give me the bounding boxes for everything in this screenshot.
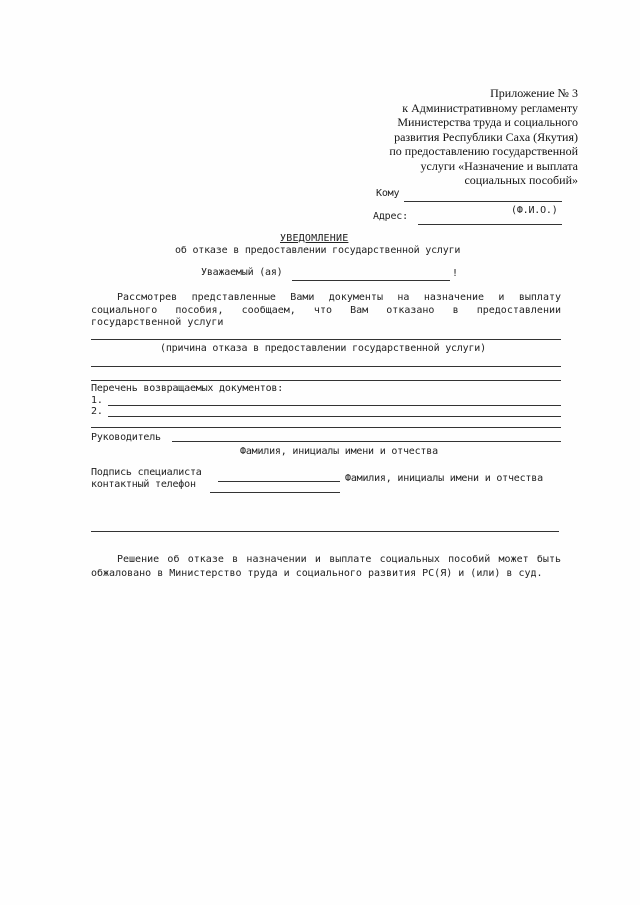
refusal-paragraph: Рассмотрев представленные Вами документы на назначение и выплату социального пособия, сообщаем, что Вам отказано в предоставлении государственной услуги	[91, 292, 561, 328]
notice-title: УВЕДОМЛЕНИЕ	[280, 233, 349, 244]
appendix-header	[338, 86, 578, 188]
specialist-fill-line[interactable]	[218, 481, 340, 482]
to-fill-line[interactable]	[404, 201, 562, 202]
returned-doc-line-1[interactable]	[108, 405, 561, 406]
fio-caption: (Ф.И.О.)	[511, 205, 558, 216]
greeting-end: !	[452, 268, 458, 279]
returned-docs-label: Перечень возвращаемых документов:	[91, 383, 284, 394]
appendix-line-3: Министерства труда и социального	[397, 115, 578, 129]
phone-label: контактный телефон	[91, 479, 196, 490]
notice-subtitle: об отказе в предоставлении государственной услуги	[175, 245, 461, 256]
appendix-line-2: к Административному регламенту	[402, 100, 578, 115]
greeting-fill-line[interactable]	[292, 280, 450, 281]
reason-line-1[interactable]	[91, 339, 561, 340]
returned-doc-item-1: 1.	[91, 395, 103, 406]
phone-fill-line[interactable]	[210, 492, 340, 493]
address-label: Адрес:	[373, 211, 408, 222]
appeal-paragraph: Решение об отказе в назначении и выплате социальных пособий может быть обжаловано в Министерство труда и социального развития РС(Я) и (или) в суд.	[91, 554, 561, 579]
to-label: Кому	[376, 188, 400, 199]
returned-doc-line-3[interactable]	[91, 427, 561, 428]
greeting-label: Уважаемый (ая)	[201, 267, 283, 278]
address-fill-line[interactable]	[418, 224, 562, 225]
appendix-line-5: по предоставлению государственной	[389, 144, 578, 158]
returned-doc-line-2[interactable]	[108, 416, 561, 417]
appendix-line-6: услуги «Назначение и выплата	[420, 158, 578, 173]
bottom-separator-line	[91, 531, 559, 532]
appendix-line-1: Приложение № 3	[490, 86, 578, 100]
returned-doc-item-2: 2.	[91, 406, 103, 417]
head-fill-line[interactable]	[172, 441, 561, 442]
appendix-line-7: социальных пособий»	[464, 173, 578, 187]
head-label: Руководитель	[91, 432, 161, 443]
specialist-label: Подпись специалиста	[91, 467, 202, 478]
reason-line-3[interactable]	[91, 380, 561, 381]
appendix-line-4: развития Республики Саха (Якутия)	[394, 129, 578, 144]
head-caption: Фамилия, инициалы имени и отчества	[240, 446, 438, 457]
specialist-caption: Фамилия, инициалы имени и отчества	[345, 473, 543, 484]
reason-line-2[interactable]	[91, 366, 561, 367]
reason-caption: (причина отказа в предоставлении государственной услуги)	[160, 343, 486, 354]
